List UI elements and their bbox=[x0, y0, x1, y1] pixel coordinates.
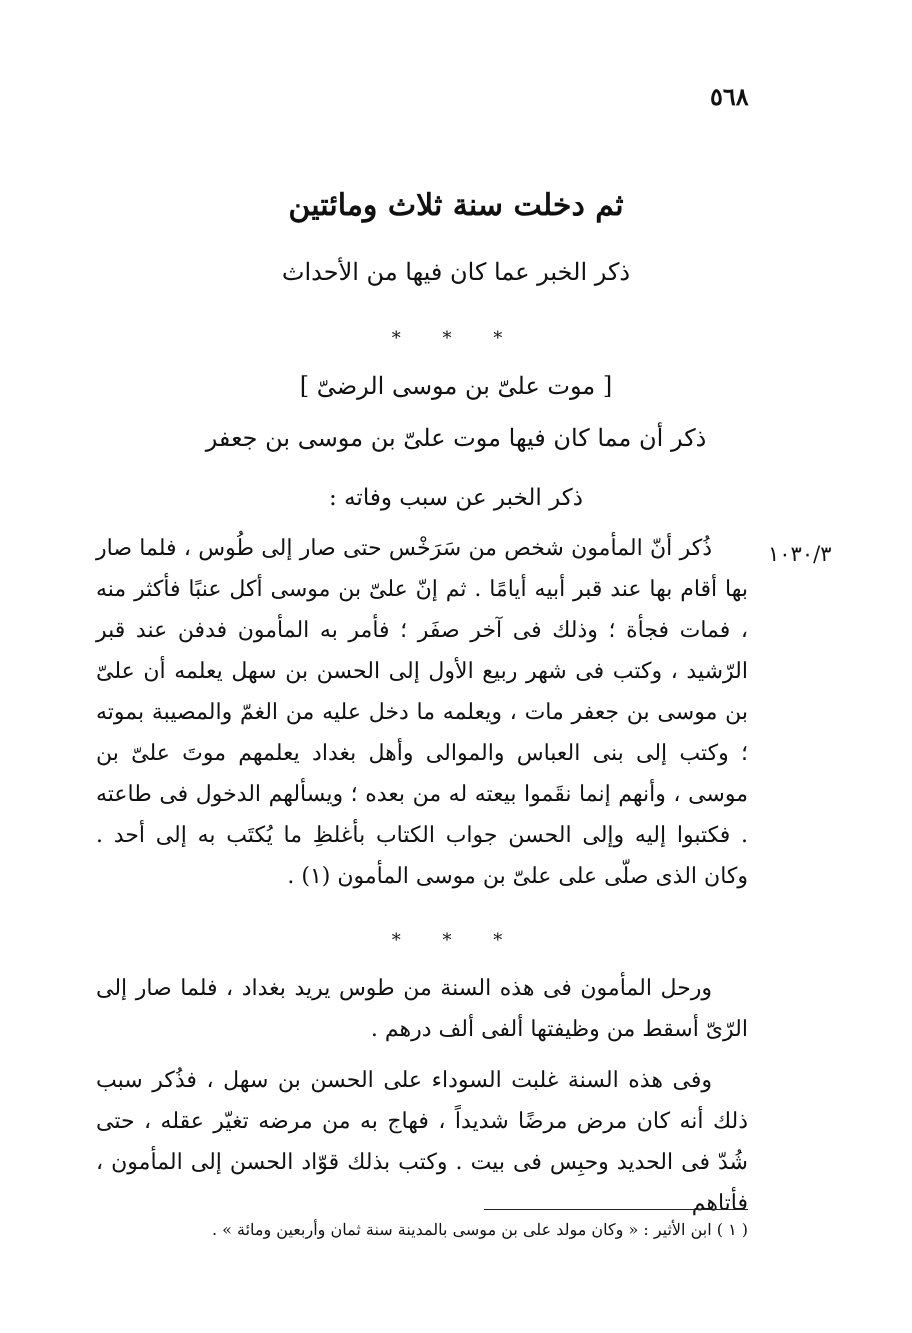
year-heading: ثم دخلت سنة ثلاث ومائتين bbox=[288, 188, 624, 223]
body-paragraph: ذُكر أنّ المأمون شخص من سَرَخْس حتى صار إلى طُوس ، فلما صار بها أقام بها عند قبر أبيه أيامًا . ثم إنّ علىّ بن موسى أكل عنبًا فأكثر منه ، فمات فجأة ؛ وذلك فى آخر صفَر ؛ فأمر به المأمون فدفن عند قبر الرّشيد ، وكتب فى شهر ربيع الأول إلى الحسن بن سهل يعلمه أن علىّ بن موسى بن جعفر مات ، ويعلمه ما دخل عليه من الغمّ والمصيبة بموته ؛ وكتب إلى بنى العباس والموالى وأهل بغداد يعلمهم موتَ علىّ بن موسى ، وأنهم إنما نقَموا بيعته له من بعده ؛ ويسألهم الدخول فى طاعته . فكتبوا إليه وإلى الحسن جواب الكتاب بأغلظِ ما يُكتَب به إلى أحد . وكان الذى صلّى على علىّ بن موسى المأمون (١) . bbox=[96, 536, 748, 889]
page-number: ٥٦٨ bbox=[710, 82, 749, 111]
footnote: ( ١ ) ابن الأثير : « وكان مولد على بن موسى بالمدينة سنة ثمان وأربعين ومائة » . bbox=[211, 1220, 748, 1239]
events-subheading: ذكر الخبر عما كان فيها من الأحداث bbox=[281, 258, 631, 286]
section-subheading: ذكر أن مما كان فيها موت علىّ بن موسى بن جعفر bbox=[205, 424, 707, 452]
body-paragraph: وفى هذه السنة غلبت السوداء على الحسن بن سهل ، فذُكر سبب ذلك أنه كان مرض مرضًا شديداً ، فهاج به من مرضه تغيّر عقله ، حتى شُدّ فى الحديد وحبِس فى بيت . وكتب بذلك قوّاد الحسن إلى المأمون ، فأتاهم bbox=[96, 1068, 748, 1216]
cause-heading: ذكر الخبر عن سبب وفاته : bbox=[329, 485, 583, 511]
separator-stars: * * * bbox=[391, 930, 521, 951]
margin-reference: ١٠٣٠/٣ bbox=[768, 542, 832, 566]
footnote-divider bbox=[484, 1209, 748, 1210]
separator-stars: * * * bbox=[391, 328, 521, 349]
section-heading: [ موت علىّ بن موسى الرضىّ ] bbox=[299, 372, 613, 400]
body-paragraph: ورحل المأمون فى هذه السنة من طوس يريد بغداد ، فلما صار إلى الرّىّ أسقط من وظيفتها ألفى ألف درهم . bbox=[96, 976, 748, 1042]
